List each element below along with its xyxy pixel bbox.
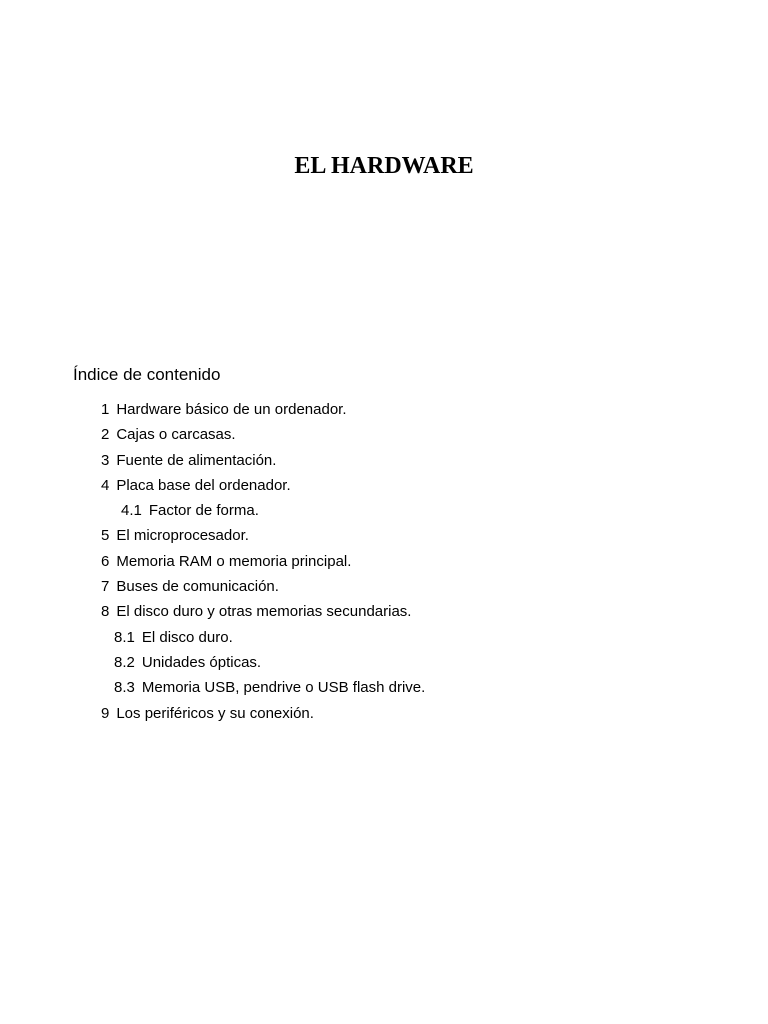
toc-entry-text: Factor de forma.: [148, 502, 259, 520]
toc-entry-5[interactable]: [0, 523, 768, 548]
toc-entry-number: 8: [101, 603, 110, 621]
toc-entry-4[interactable]: [0, 473, 768, 498]
toc-entry-8-2[interactable]: [0, 650, 768, 675]
toc-entry-number: 8.3: [114, 679, 135, 697]
toc-entry-number: 5: [101, 527, 110, 545]
table-of-contents: [0, 397, 768, 726]
toc-entry-number: 7: [101, 578, 110, 596]
toc-heading: Índice de contenido: [73, 365, 221, 384]
toc-entry-text: El disco duro.: [141, 628, 233, 646]
toc-entry-text: Los periféricos y su conexión.: [116, 704, 314, 722]
toc-entry-text: Buses de comunicación.: [116, 578, 279, 596]
toc-entry-text: Memoria USB, pendrive o USB flash drive.: [141, 679, 426, 697]
toc-entry-6[interactable]: [0, 549, 768, 574]
toc-entry-number: 8.2: [114, 653, 135, 671]
toc-entry-text: Hardware básico de un ordenador.: [116, 401, 347, 418]
document-title: EL HARDWARE: [294, 153, 474, 179]
toc-entry-2[interactable]: [0, 422, 768, 447]
toc-entry-text: El disco duro y otras memorias secundarias.: [116, 603, 412, 621]
toc-entry-number: 6: [101, 552, 110, 570]
toc-entry-text: El microprocesador.: [116, 527, 249, 545]
toc-entry-8-1[interactable]: [0, 625, 768, 650]
toc-entry-number: 1: [101, 401, 110, 418]
toc-entry-number: 2: [101, 426, 110, 444]
toc-entry-text: Memoria RAM o memoria principal.: [116, 552, 352, 570]
toc-entry-number: 8.1: [114, 628, 135, 646]
toc-entry-4-1[interactable]: [0, 498, 768, 523]
toc-entry-3[interactable]: [0, 448, 768, 473]
toc-entry-7[interactable]: [0, 574, 768, 599]
toc-entry-8-3[interactable]: [0, 675, 768, 700]
toc-entry-number: 9: [101, 704, 110, 722]
toc-entry-1[interactable]: [0, 397, 768, 422]
toc-entry-text: Unidades ópticas.: [141, 653, 262, 671]
toc-entry-text: Fuente de alimentación.: [116, 451, 277, 469]
toc-entry-text: Placa base del ordenador.: [116, 476, 291, 494]
toc-entry-number: 4.1: [121, 502, 142, 520]
toc-entry-8[interactable]: [0, 599, 768, 624]
toc-entry-text: Cajas o carcasas.: [116, 426, 236, 444]
toc-entry-9[interactable]: [0, 701, 768, 726]
toc-entry-number: 4: [101, 476, 110, 494]
toc-entry-number: 3: [101, 451, 110, 469]
